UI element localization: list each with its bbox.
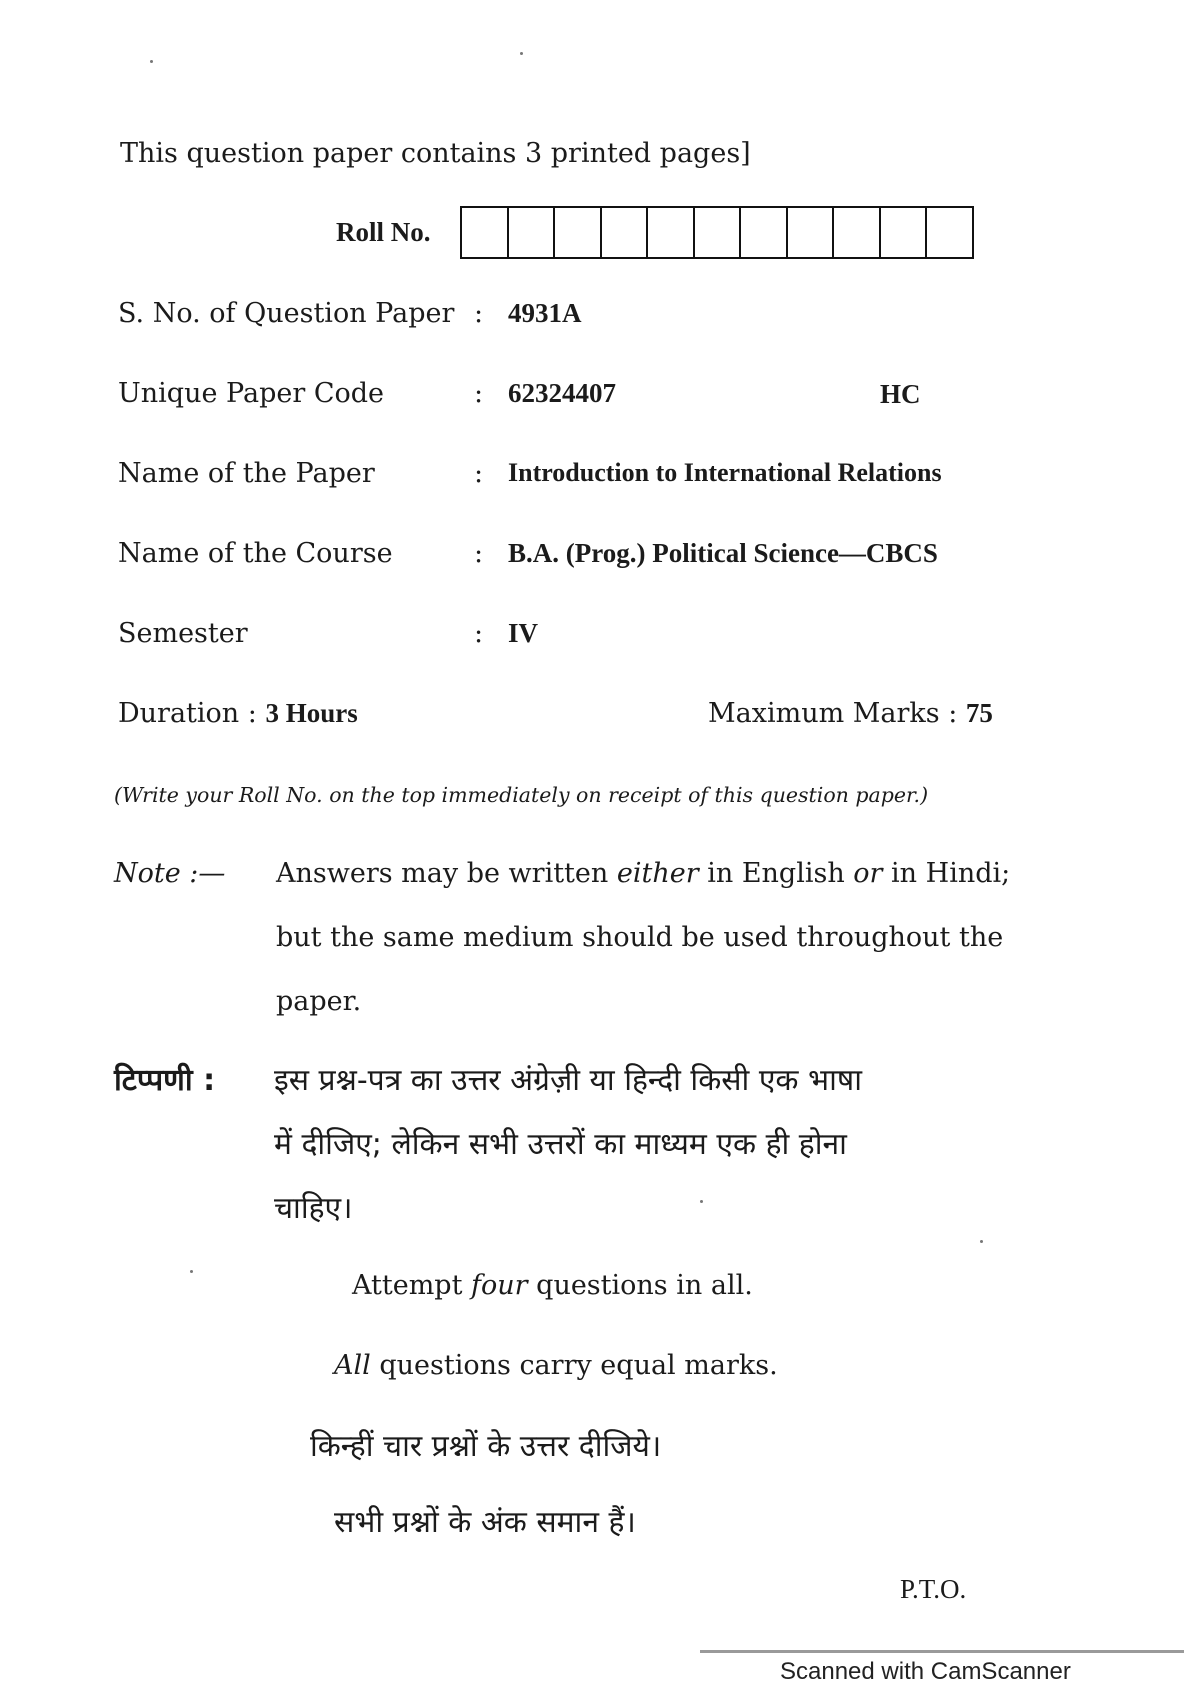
course-name-value: B.A. (Prog.) Political Science—CBCS <box>508 538 938 568</box>
attempt-text: questions in all. <box>527 1270 753 1301</box>
serial-no-label: S. No. of Question Paper <box>118 298 455 329</box>
semester-value: IV <box>508 618 539 648</box>
roll-no-cell[interactable] <box>555 208 602 257</box>
hindi-note-line-1: इस प्रश्न-पत्र का उत्तर अंग्रेज़ी या हिन्दी किसी एक भाषा <box>274 1063 862 1098</box>
hindi-note-line-3: चाहिए। <box>274 1191 353 1226</box>
duration <box>118 698 358 729</box>
roll-no-boxes[interactable] <box>460 206 974 259</box>
equal-marks-text: questions carry equal marks. <box>370 1350 778 1381</box>
hindi-note-label: टिप्पणी : <box>114 1063 216 1098</box>
pto-mark: P.T.O. <box>900 1574 967 1604</box>
scan-speck <box>190 1270 193 1273</box>
roll-no-cell[interactable] <box>788 208 835 257</box>
duration-label: Duration : <box>118 698 266 729</box>
note-line-3: paper. <box>276 986 362 1017</box>
paper-code-value: 62324407 <box>508 378 616 408</box>
paper-code-label: Unique Paper Code <box>118 378 384 409</box>
roll-no-label: Roll No. <box>336 217 431 247</box>
roll-no-cell[interactable] <box>509 208 556 257</box>
max-marks-value: 75 <box>965 698 993 728</box>
separator: : <box>474 618 484 649</box>
scan-speck <box>980 1240 983 1243</box>
paper-name-label: Name of the Paper <box>118 458 375 489</box>
note-text: Answers may be written <box>276 858 617 889</box>
hindi-attempt-instruction: किन्हीं चार प्रश्नों के उत्तर दीजिये। <box>310 1429 662 1464</box>
max-marks <box>708 698 993 729</box>
roll-no-cell[interactable] <box>602 208 649 257</box>
roll-instruction: (Write your Roll No. on the top immediately on receipt of this question paper.) <box>114 783 929 807</box>
equal-marks-instruction <box>334 1350 778 1381</box>
separator: : <box>474 538 484 569</box>
serial-no-value: 4931A <box>508 298 582 328</box>
note-line-1 <box>276 858 1010 889</box>
duration-value: 3 Hours <box>265 698 358 728</box>
note-text: in Hindi; <box>882 858 1011 889</box>
scan-speck <box>150 60 153 63</box>
scanner-divider <box>700 1650 1184 1653</box>
note-label: Note :— <box>114 858 226 889</box>
note-line-2: but the same medium should be used throughout the <box>276 922 1004 953</box>
attempt-four: four <box>471 1270 528 1301</box>
attempt-instruction <box>352 1270 753 1301</box>
pages-count-line: This question paper contains 3 printed pages] <box>120 138 751 169</box>
roll-no-cell[interactable] <box>741 208 788 257</box>
separator: : <box>474 378 484 409</box>
max-marks-label: Maximum Marks : <box>708 698 966 729</box>
scan-speck <box>520 52 523 55</box>
roll-no-cell[interactable] <box>462 208 509 257</box>
roll-no-cell[interactable] <box>881 208 928 257</box>
semester-label: Semester <box>118 618 248 649</box>
equal-marks-all: All <box>334 1350 371 1381</box>
roll-no-cell[interactable] <box>695 208 742 257</box>
scan-speck <box>700 1200 703 1203</box>
roll-no-cell[interactable] <box>648 208 695 257</box>
paper-code-extra: HC <box>880 379 921 409</box>
separator: : <box>474 458 484 489</box>
hindi-note-line-2: में दीजिए; लेकिन सभी उत्तरों का माध्यम एक ही होना <box>274 1127 847 1162</box>
course-name-label: Name of the Course <box>118 538 393 569</box>
attempt-text: Attempt <box>352 1270 472 1301</box>
roll-no-cell[interactable] <box>927 208 972 257</box>
note-either: either <box>616 858 699 889</box>
scanner-watermark: Scanned with CamScanner <box>780 1658 1071 1685</box>
note-text: in English <box>698 858 854 889</box>
separator: : <box>474 298 484 329</box>
note-or: or <box>853 858 883 889</box>
hindi-equal-marks-instruction: सभी प्रश्नों के अंक समान हैं। <box>334 1505 636 1540</box>
paper-name-value: Introduction to International Relations <box>508 458 942 487</box>
roll-no-cell[interactable] <box>834 208 881 257</box>
